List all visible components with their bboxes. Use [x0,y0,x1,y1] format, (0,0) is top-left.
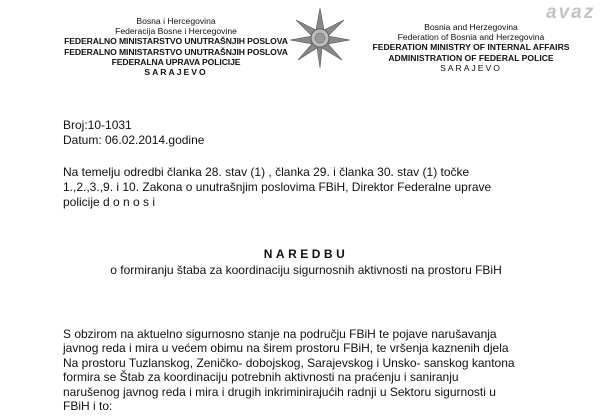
preamble-line: 1.,2.,3.,9. i 10. Zakona o unutrašnjim poslovima FBiH, Direktor Federalne uprave [63,180,492,194]
preamble-line: Na temelju odredbi članka 28. stav (1) , članka 29. i članka 30. stav (1) točke [63,165,470,179]
police-star-emblem-icon [288,6,352,70]
federation-name-english: Federation of Bosnia and Herzegovina [397,32,545,43]
body-paragraph [63,327,603,413]
country-name-english: Bosnia and Herzegovina [424,22,518,32]
body-line: formira se Štab za koordinaciju potrebnih aktivnosti na praćenju i saniranju [63,370,459,385]
body-line: S obzirom na aktuelno sigurnosno stanje na području FBiH te pojave narušavanja [63,327,497,341]
ministry-name-local: FEDERALNO MINISTARSTVO UNUTRAŠNJIH POSLOVA [64,36,288,47]
ministry-name-english: FEDERATION MINISTRY OF INTERNAL AFFAIRS [372,42,570,53]
police-administration-english: ADMINISTRATION OF FEDERAL POLICE [388,52,554,63]
city-local: SARAJEVO [144,67,208,78]
document-title: NAREDBU [263,247,349,261]
legal-preamble [63,165,593,210]
document-date: Datum: 06.02.2014.godine [63,133,205,147]
document-subtitle: o formiranju štaba za koordinaciju sigurnosnih aktivnosti na prostoru FBiH [110,263,502,277]
preamble-line: policije d o n o s i [63,195,156,209]
ministry-name-local-repeat: FEDERALNO MINISTARSTVO UNUTRAŠNJIH POSLOVA [64,46,288,57]
body-line: javnog reda i mira u većem obimu na širem prostoru FBiH, te vršenja kaznenih djela [63,341,509,356]
police-administration-local: FEDERALNA UPRAVA POLICIJE [111,56,241,67]
city-english: SARAJEVO [440,62,502,73]
federation-name-local: Federacija Bosne i Hercegovine [115,26,237,37]
body-line: FBiH i to: [63,399,113,414]
document-reference [63,118,204,148]
document-number: Broj:10-1031 [63,118,132,132]
body-line: Na prostoru Tuzlanskog, Zeničko- dobojskog, Sarajevskog i Unsko- sanskog kantona [63,355,515,370]
letterhead-right [352,22,590,73]
watermark-logo: avaz [546,2,596,23]
country-name-local: Bosna i Hercegovina [136,16,216,26]
body-line: narušenog javnog reda i mira i drugih inkriminirajućih radnji u Sektoru sigurnosti u [63,384,496,399]
letterhead-left [58,16,294,77]
